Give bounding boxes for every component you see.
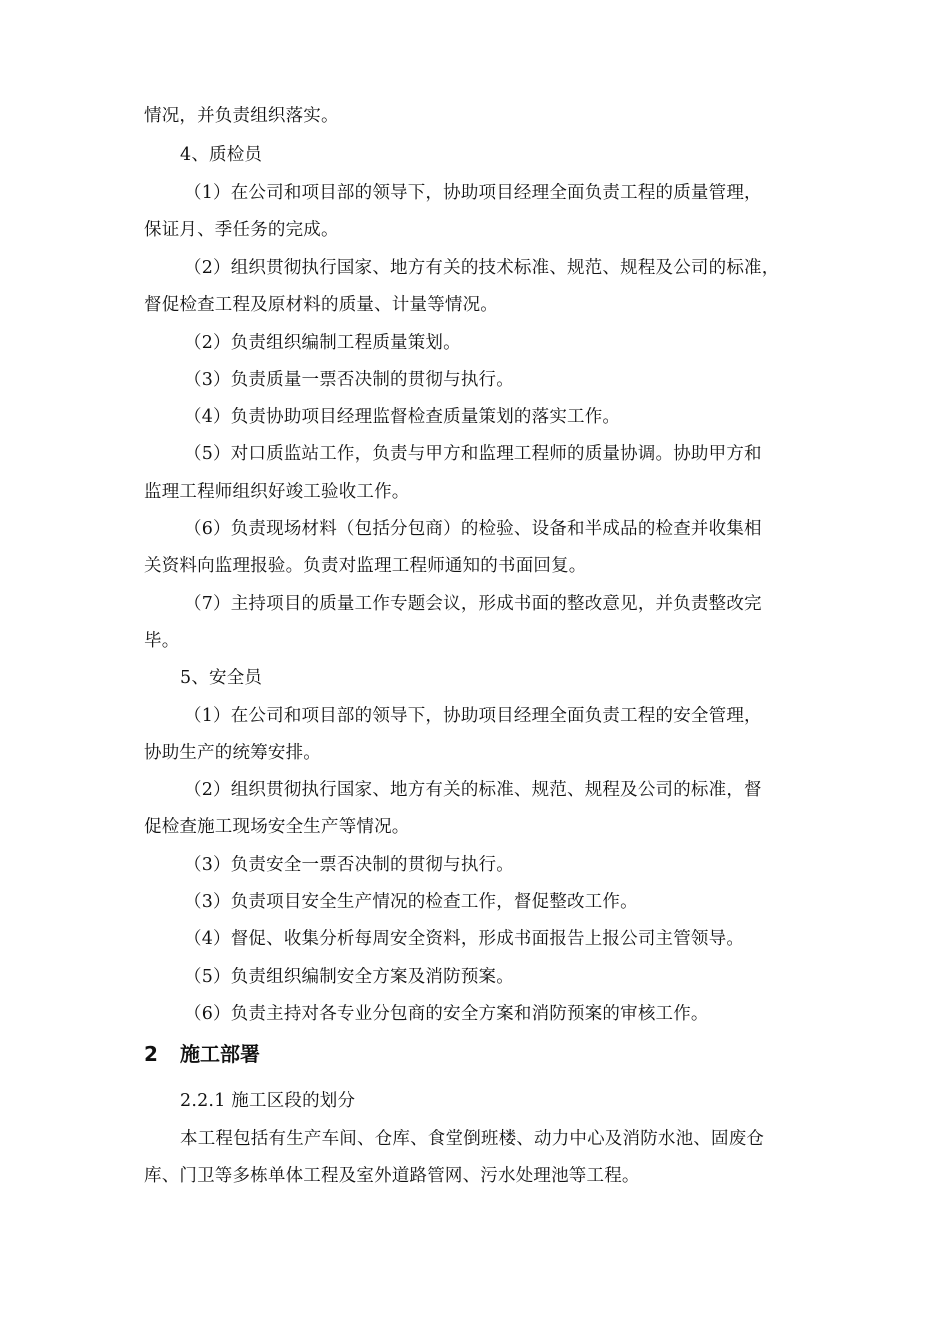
paragraph-line: 毕。	[144, 631, 180, 651]
paragraph-line: （6）负责主持对各专业分包商的安全方案和消防预案的审核工作。	[184, 1004, 709, 1024]
paragraph-line: 促检查施工现场安全生产等情况。	[144, 817, 410, 837]
paragraph-line: （1）在公司和项目部的领导下，协助项目经理全面负责工程的安全管理，	[184, 706, 762, 726]
section-title: 施工部署	[180, 1042, 260, 1066]
paragraph-line: （2）负责组织编制工程质量策划。	[184, 333, 461, 353]
paragraph-line: 情况，并负责组织落实。	[144, 106, 339, 126]
subheading-quality-inspector: 4、质检员	[180, 145, 263, 165]
paragraph-line: （2）组织贯彻执行国家、地方有关的技术标准、规范、规程及公司的标准，	[184, 258, 780, 278]
paragraph-line: 本工程包括有生产车间、仓库、食堂倒班楼、动力中心及消防水池、固废仓	[180, 1129, 765, 1149]
subheading-safety-officer: 5、安全员	[180, 668, 263, 688]
paragraph-line: （3）负责安全一票否决制的贯彻与执行。	[184, 855, 514, 875]
paragraph-line: （6）负责现场材料（包括分包商）的检验、设备和半成品的检查并收集相	[184, 519, 762, 539]
paragraph-line: （3）负责项目安全生产情况的检查工作，督促整改工作。	[184, 892, 638, 912]
paragraph-line: 库、门卫等多栋单体工程及室外道路管网、污水处理池等工程。	[144, 1166, 640, 1186]
paragraph-line: （3）负责质量一票否决制的贯彻与执行。	[184, 370, 514, 390]
paragraph-line: （5）对口质监站工作，负责与甲方和监理工程师的质量协调。协助甲方和	[184, 444, 762, 464]
paragraph-line: （1）在公司和项目部的领导下，协助项目经理全面负责工程的质量管理，	[184, 183, 762, 203]
paragraph-line: （7）主持项目的质量工作专题会议，形成书面的整改意见，并负责整改完	[184, 594, 762, 614]
section-heading	[144, 1041, 260, 1067]
paragraph-line: 监理工程师组织好竣工验收工作。	[144, 482, 410, 502]
paragraph-line: （4）负责协助项目经理监督检查质量策划的落实工作。	[184, 407, 621, 427]
paragraph-line: 关资料向监理报验。负责对监理工程师通知的书面回复。	[144, 556, 587, 576]
section-number: 2	[144, 1042, 158, 1066]
paragraph-line: （4）督促、收集分析每周安全资料，形成书面报告上报公司主管领导。	[184, 929, 745, 949]
paragraph-line: 协助生产的统筹安排。	[144, 743, 321, 763]
subsection-heading: 2.2.1 施工区段的划分	[180, 1091, 356, 1111]
paragraph-line: （5）负责组织编制安全方案及消防预案。	[184, 967, 514, 987]
paragraph-line: 督促检查工程及原材料的质量、计量等情况。	[144, 295, 498, 315]
paragraph-line: 保证月、季任务的完成。	[144, 220, 339, 240]
paragraph-line: （2）组织贯彻执行国家、地方有关的标准、规范、规程及公司的标准，督	[184, 780, 762, 800]
